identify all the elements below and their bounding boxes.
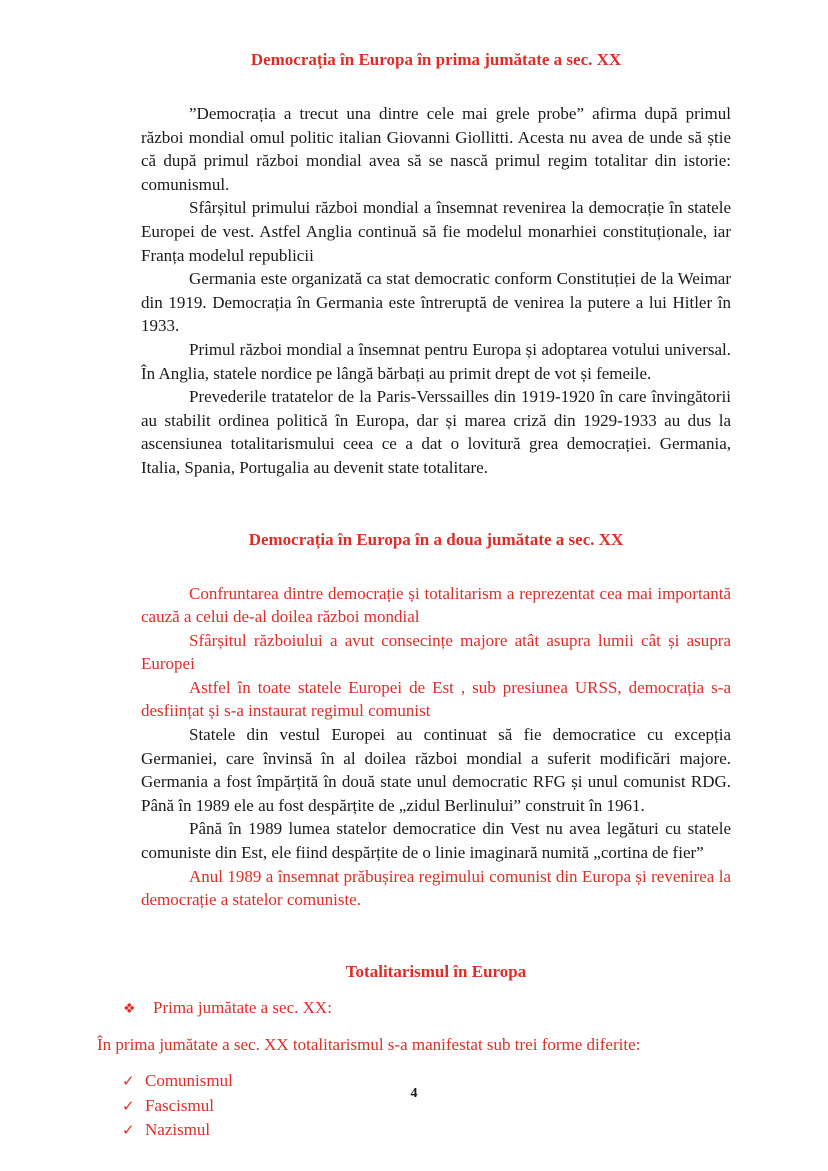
section-1-paragraph-2: Sfârșitul primului război mondial a însemnat revenirea la democrație în statele Europei de vest. Astfel Anglia continuă să fie modelul monarhiei constituționale, iar Franța modelul republicii [141,198,731,265]
section-1-paragraph-4: Primul război mondial a însemnat pentru Europa și adoptarea votului universal. În Anglia, statele nordice pe lângă bărbați au primit drept de vot și femeile. [141,339,731,383]
heading-1-gap [97,72,731,102]
top-spacer [97,0,731,48]
heading-3-gap [97,984,731,996]
section-2-paragraph-5: Până în 1989 lumea statelor democratice din Vest nu avea legături cu statele comuniste din Est, ele fiind despărțite de o linie imaginară numită „cortina de fier” [141,819,731,863]
page-content [97,0,731,1143]
check-list-item-label: Fascismul [145,1095,214,1115]
check-icon: ✓ [122,1096,135,1115]
section-1-2-gap [97,480,731,528]
section-2-paragraph-3: Astfel în toate statele Europei de Est , sub presiunea URSS, democrația s-a desființat și s-a instaurat regimul comunist [141,677,731,721]
check-list-item-label: Comunismul [145,1071,233,1090]
check-list-item [97,1118,731,1143]
section-2-paragraph-2: Sfârșitul războiului a avut consecințe majore atât asupra lumii cât și asupra Europei [141,630,731,674]
check-list-item-label: Nazismul [145,1120,211,1140]
section-2-paragraph-6: Anul 1989 a însemnat prăbușirea regimului comunist din Europa și revenirea la democrație a statelor comuniste. [141,866,731,910]
section-2-paragraph-1: Confruntarea dintre democrație și totalitarism a reprezentat cea mai importantă cauză a celui de-al doilea război mondial [141,583,731,627]
check-icon: ✓ [122,1121,135,1140]
bullet-list-item [97,996,731,1022]
section-1-heading: Democrația în Europa în prima jumătate a sec. XX [250,50,622,69]
section-3-heading: Totalitarismul în Europa [345,961,527,981]
intro-checklist-gap [97,1057,731,1069]
section-1-paragraph-1: ”Democrația a trecut una dintre cele mai grele probe” afirma după primul război mondial omul politic italian Giovanni Giollitti. Acesta nu avea de unde să știe că după primul război mondial avea să se nască primul regim totalitar din istorie: comunismul. [141,104,731,194]
section-1-paragraph-5: Prevederile tratatelor de la Paris-Verssailles din 1919-1920 în care învingătorii au stabilit ordinea politică în Europa, dar și marea criză din 1929-1933 au dus la ascensiunea totalitarismului ceea ce a dat o lovitură grea democrației. Germania, Italia, Spania, Portugalia au devenit state totalitare. [141,387,731,477]
bullet-list-item-label: Prima jumătate a sec. XX: [153,997,332,1017]
section-2-heading: Democrația în Europa în a doua jumătate a sec. XX [248,529,624,549]
diamond-bullet-icon: ❖ [123,1000,136,1017]
page-number: 4 [410,1086,418,1101]
section-2-3-gap [97,912,731,960]
section-2-paragraph-4: Statele din vestul Europei au continuat să fie democratice cu excepția Germaniei, care învinsă în al doilea război mondial a suferit modificări majore. Germania a fost împărțită în două state unul democratic RFG și unul comunist RDG. Până în 1989 ele au fost despărțite de „zidul Berlinului” construit în 1961. [141,725,731,815]
heading-2-gap [97,552,731,582]
bullet-intro-gap [97,1021,731,1033]
section-3-intro-line: În prima jumătate a sec. XX totalitarismul s-a manifestat sub trei forme diferite: [97,1035,641,1055]
check-icon: ✓ [122,1072,135,1090]
section-1-paragraph-3: Germania este organizată ca stat democratic conform Constituției de la Weimar din 1919. Democrația în Germania este întreruptă de venirea la putere a lui Hitler în 1933. [141,269,731,336]
